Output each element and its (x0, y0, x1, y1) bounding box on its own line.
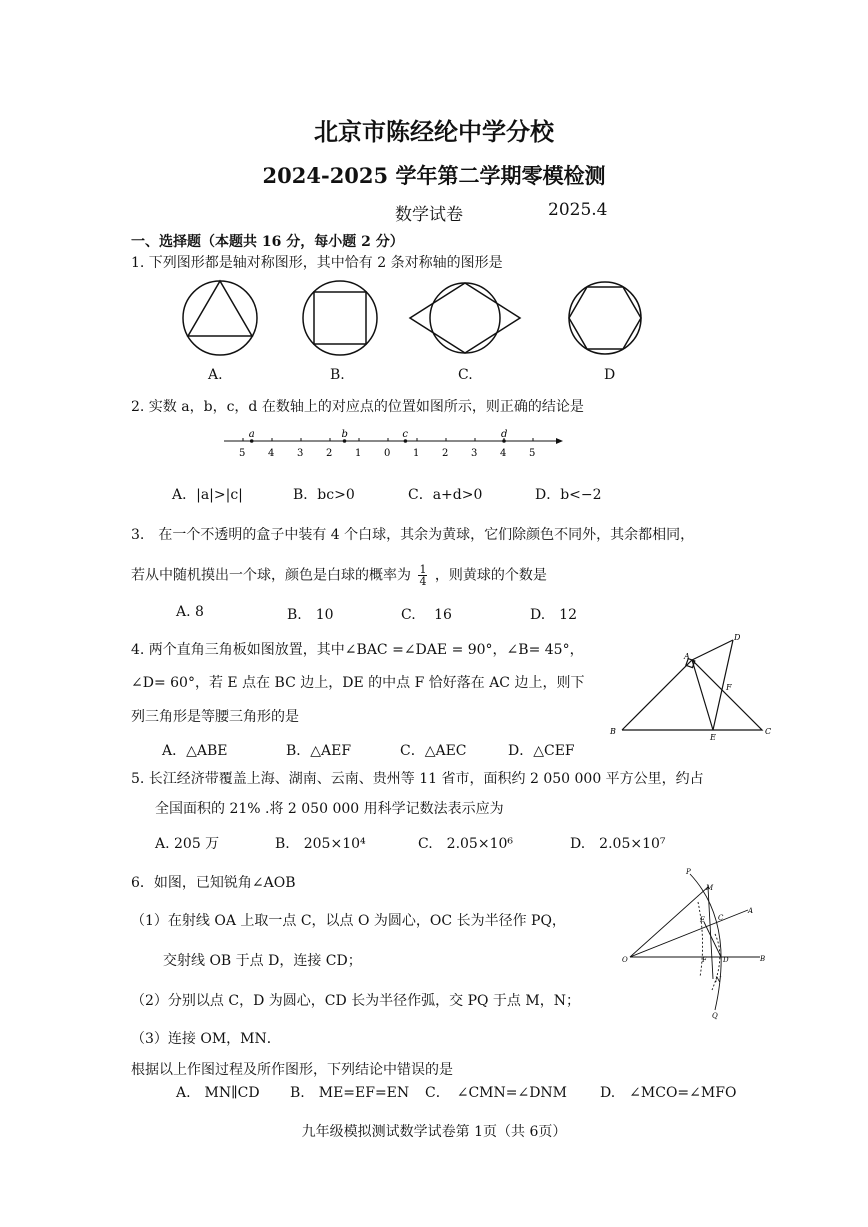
q3-frac-den: 4 (419, 575, 427, 588)
number-line-point-label: a (248, 429, 255, 440)
q1-option-d: D (604, 367, 616, 383)
page-footer: 九年级模拟测试数学试卷第 1页（共 6页） (301, 1124, 567, 1140)
number-line-tick-label: 2 (442, 448, 449, 459)
q5-option-c: C. 2.05×10⁶ (418, 836, 513, 852)
number-line-tick-label: 3 (471, 448, 478, 459)
exam-date: 2025.4 (548, 200, 608, 220)
exam-title: 2024-2025 学年第二学期零模检测 (262, 163, 606, 188)
q4-label-e: E (710, 733, 716, 742)
q3-stem2-b: ，则黄球的个数是 (434, 567, 547, 584)
number-line-tick-label: 3 (297, 448, 304, 459)
number-line-tick-label: 0 (384, 448, 391, 459)
number-line-point-label: c (402, 429, 409, 440)
q3-option-c: C. 16 (401, 607, 452, 623)
q2-option-c: C．a+d>0 (408, 487, 483, 503)
q1-option-b: B. (330, 367, 345, 383)
q6-option-c: C． ∠CMN=∠DNM (425, 1085, 568, 1101)
number-line-tick-label: 1 (413, 448, 420, 459)
q1-option-c: C. (458, 367, 473, 383)
q6-label-f: F (702, 956, 707, 964)
number-line-arrow (556, 438, 563, 444)
q6-step1b: 交射线 OB 于点 D，连接 CD； (163, 953, 362, 969)
q4-line1: 4. 两个直角三角板如图放置，其中∠BAC =∠DAE = 90°，∠B= 45°， (131, 642, 584, 658)
q3-option-d: D. 12 (530, 607, 577, 623)
q6-label-d: D (723, 956, 729, 964)
q1-option-a: A. (208, 367, 223, 383)
q5-line2: 全国面积的 21% .将 2 050 000 用科学记数法表示应为 (155, 801, 504, 817)
q3-option-b: B. 10 (287, 607, 334, 623)
q6-label-m: M (706, 884, 714, 892)
q1-figure-b (303, 281, 377, 355)
q4-option-b: B．△AEF (286, 743, 352, 759)
q4-figure (600, 630, 790, 745)
q3-stem2 (131, 564, 547, 587)
number-line-point-label: b (341, 429, 348, 440)
q6-conclusion: 根据以上作图过程及所作图形，下列结论中错误的是 (131, 1062, 453, 1078)
q5-option-a: A. 205 万 (155, 836, 220, 852)
q2-option-b: B．bc>0 (293, 487, 355, 503)
q6-option-b: B. ME=EF=EN (290, 1085, 410, 1101)
q6-label-a: A (748, 907, 754, 915)
q5-option-d: D. 2.05×10⁷ (570, 836, 666, 852)
q6-line1: 6．如图，已知锐角∠AOB (131, 875, 296, 891)
number-line-tick-label: 4 (500, 448, 507, 459)
q4-label-b: B (610, 727, 616, 736)
number-line-tick-label: 5 (239, 448, 246, 459)
q6-option-a: A. MN∥CD (176, 1085, 260, 1101)
q6-label-o: O (622, 956, 628, 964)
q6-label-c: C (718, 914, 724, 922)
q1-figure-c (410, 283, 520, 353)
q4-option-c: C．△AEC (400, 743, 467, 759)
number-line-tick-label: 4 (268, 448, 275, 459)
number-line-tick-label: 5 (529, 448, 536, 459)
q2-stem: 2. 实数 a，b，c，d 在数轴上的对应点的位置如图所示，则正确的结论是 (131, 399, 584, 415)
q3-fraction (418, 564, 427, 587)
q6-label-e: E (700, 916, 706, 924)
q3-frac-num: 1 (419, 563, 427, 576)
school-title: 北京市陈经纶中学分校 (314, 117, 554, 146)
number-line-point-label: d (501, 429, 508, 440)
number-line-tick-label: 1 (355, 448, 362, 459)
q3-stem: 3. 在一个不透明的盒子中装有 4 个白球，其余为黄球，它们除颜色不同外，其余都相同， (131, 527, 695, 543)
q4-label-f: F (726, 683, 732, 692)
q6-label-b: B (760, 955, 766, 963)
q5-line1: 5. 长江经济带覆盖上海、湖南、云南、贵州等 11 省市，面积约 2 050 000 平方公里，约占 (131, 771, 704, 787)
q3-stem2-a: 若从中随机摸出一个球，颜色是白球的概率为 (131, 567, 411, 584)
q4-label-a: A (684, 652, 690, 661)
q4-label-d: D (734, 633, 741, 642)
q3-option-a: A. 8 (176, 604, 204, 620)
q6-option-d: D. ∠MCO=∠MFO (600, 1085, 737, 1101)
q2-option-a: A．|a|>|c| (172, 487, 243, 503)
q1-figure-d (569, 282, 641, 354)
q6-label-n: N (715, 976, 722, 984)
q5-option-b: B. 205×10⁴ (275, 836, 366, 852)
q6-step2: （2）分别以点 C，D 为圆心，CD 长为半径作弧，交 PQ 于点 M，N； (131, 993, 580, 1009)
q6-label-q: Q (712, 1012, 718, 1020)
number-line-tick-label: 2 (326, 448, 333, 459)
q4-line3: 列三角形是等腰三角形的是 (131, 709, 299, 725)
section-title: 一、选择题（本题共 16 分，每小题 2 分） (131, 234, 404, 250)
q4-line2: ∠D= 60°，若 E 点在 BC 边上，DE 的中点 F 恰好落在 AC 边上，则下 (131, 675, 585, 691)
subject-label: 数学试卷 (395, 205, 463, 225)
q1-figures (0, 270, 868, 370)
q1-figure-a (183, 281, 257, 355)
q6-step1: （1）在射线 OA 上取一点 C，以点 O 为圆心，OC 长为半径作 PQ， (131, 913, 566, 929)
q1-stem: 1. 下列图形都是轴对称图形，其中恰有 2 条对称轴的图形是 (131, 255, 503, 271)
q6-label-p: P (686, 868, 691, 876)
q4-label-c: C (765, 727, 772, 736)
q4-option-a: A．△ABE (162, 743, 228, 759)
q4-option-d: D．△CEF (508, 743, 575, 759)
q2-option-d: D．b<−2 (535, 487, 602, 503)
q2-number-line (0, 425, 868, 465)
q6-step3: （3）连接 OM，MN． (131, 1031, 281, 1047)
q6-figure (620, 862, 780, 1022)
